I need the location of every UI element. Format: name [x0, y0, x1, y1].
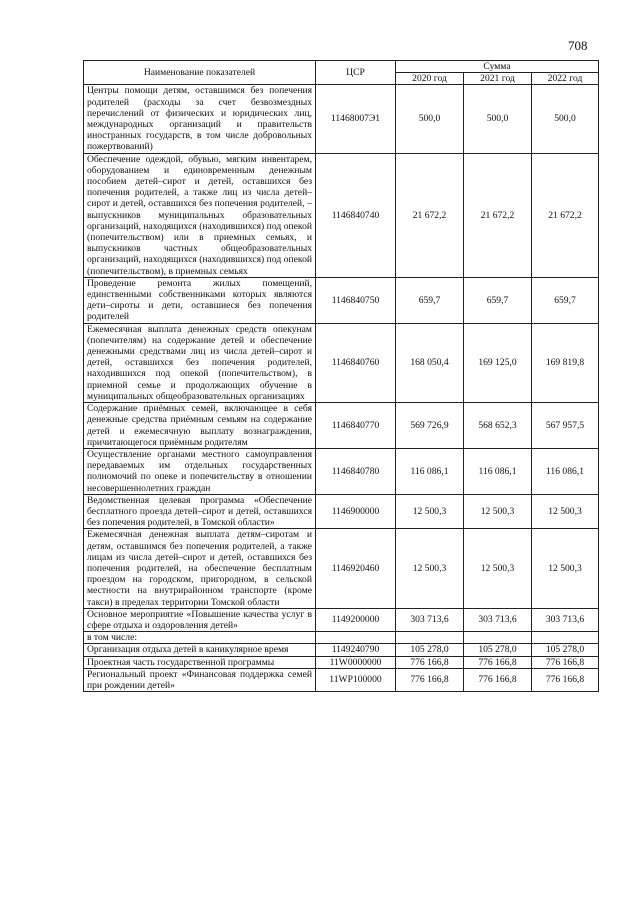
row-name: Проведение ремонта жилых помещений, единственными собственниками которых являются дети–сироты и дети, оставшиеся без попечения родителей [84, 277, 316, 323]
row-name: в том числе: [84, 632, 316, 644]
table-row [84, 608, 599, 631]
table-row [84, 323, 599, 402]
row-name: Организация отдыха детей в каникулярное время [84, 644, 316, 656]
row-csr: 1146840760 [316, 323, 396, 402]
table-row [84, 494, 599, 529]
row-csr: 1146840750 [316, 277, 396, 323]
table-row [84, 632, 599, 644]
row-value-2022: 116 086,1 [532, 448, 599, 494]
row-value-2021: 659,7 [464, 277, 532, 323]
table-row [84, 85, 599, 153]
row-value-2022: 169 819,8 [532, 323, 599, 402]
row-csr: 1146900000 [316, 494, 396, 529]
row-name: Основное мероприятие «Повышение качества услуг в сфере отдыха и оздоровления детей» [84, 608, 316, 631]
row-csr: 1146840740 [316, 153, 396, 277]
table-row [84, 448, 599, 494]
row-value-2021: 776 166,8 [464, 668, 532, 691]
row-value-2020: 12 500,3 [396, 529, 464, 608]
column-header-name: Наименование показателей [84, 61, 316, 85]
row-value-2022: 776 166,8 [532, 656, 599, 668]
row-value-2020: 12 500,3 [396, 494, 464, 529]
row-value-2020: 303 713,6 [396, 608, 464, 631]
row-name: Проектная часть государственной программы [84, 656, 316, 668]
row-value-2022: 303 713,6 [532, 608, 599, 631]
row-value-2021: 169 125,0 [464, 323, 532, 402]
row-value-2022: 105 278,0 [532, 644, 599, 656]
row-value-2020 [396, 632, 464, 644]
column-header-sum: Сумма [396, 61, 599, 73]
row-value-2021: 776 166,8 [464, 656, 532, 668]
row-value-2021: 12 500,3 [464, 494, 532, 529]
column-header-year-2020: 2020 год [396, 73, 464, 85]
row-value-2022: 659,7 [532, 277, 599, 323]
row-csr: 11468007Э1 [316, 85, 396, 153]
table-row [84, 153, 599, 277]
row-csr: 1149200000 [316, 608, 396, 631]
row-value-2021 [464, 632, 532, 644]
column-header-year-2021: 2021 год [464, 73, 532, 85]
row-value-2021: 116 086,1 [464, 448, 532, 494]
row-name: Ведомственная целевая программа «Обеспечение бесплатного проезда детей–сирот и детей, оставшихся без попечения родителей, в Томской области» [84, 494, 316, 529]
row-value-2020: 168 050,4 [396, 323, 464, 402]
row-name: Содержание приёмных семей, включающее в себя денежные средства приёмным семьям на содержание детей и ежемесячную выплату вознаграждения, причитающегося приёмным родителям [84, 403, 316, 449]
row-value-2020: 500,0 [396, 85, 464, 153]
row-name: Ежемесячная выплата денежных средств опекунам (попечителям) на содержание детей и обеспечение денежными средствами лиц из числа детей–сирот и детей, оставшихся без попечения родителей, находившихся под опекой (попечительством), в приемной семье и продолжающих обучение в муниципальных общеобразовательных организациях [84, 323, 316, 402]
row-name: Ежемесячная денежная выплата детям–сиротам и детям, оставшимся без попечения родителей, а также лицам из числа детей–сирот и детей, оставшихся без попечения родителей, на обеспечение бесплатным проездом на городском, пригородном, в сельской местности на внутрирайонном транспорте (кроме такси) в пределах территории Томской области [84, 529, 316, 608]
row-csr: 11WP100000 [316, 668, 396, 691]
row-value-2021: 21 672,2 [464, 153, 532, 277]
table-row [84, 403, 599, 449]
row-value-2022: 776 166,8 [532, 668, 599, 691]
row-name: Обеспечение одеждой, обувью, мягким инвентарем, оборудованием и единовременным денежным пособием детей–сирот и детей, оставшихся без попечения родителей, а также лиц из числа детей–сирот и детей, оставшихся без попечения родителей, – выпускников муниципальных образовательных организаций, находящихся (находившихся) под опекой (попечительством) или в приемных семьях, и выпускников частных общеобразовательных организаций, находящихся (находившихся) под опекой (попечительством), в приемных семьях [84, 153, 316, 277]
row-value-2021: 500,0 [464, 85, 532, 153]
row-csr [316, 632, 396, 644]
table-row [84, 644, 599, 656]
table-row [84, 656, 599, 668]
row-value-2022: 567 957,5 [532, 403, 599, 449]
table-row [84, 668, 599, 691]
row-csr: 1149240790 [316, 644, 396, 656]
column-header-csr: ЦСР [316, 61, 396, 85]
row-value-2020: 659,7 [396, 277, 464, 323]
budget-table [83, 60, 599, 692]
row-value-2022: 12 500,3 [532, 529, 599, 608]
row-name: Центры помощи детям, оставшимся без попечения родителей (расходы за счет безвозмездных перечислений от физических и юридических лиц, международных организаций и правительств иностранных государств, в том числе добровольных пожертвований) [84, 85, 316, 153]
row-csr: 1146840780 [316, 448, 396, 494]
row-csr: 11W0000000 [316, 656, 396, 668]
row-value-2020: 776 166,8 [396, 656, 464, 668]
column-header-year-2022: 2022 год [532, 73, 599, 85]
table-row [84, 277, 599, 323]
page-number: 708 [568, 38, 588, 53]
row-value-2020: 569 726,9 [396, 403, 464, 449]
row-value-2021: 568 652,3 [464, 403, 532, 449]
row-name: Региональный проект «Финансовая поддержка семей при рождении детей» [84, 668, 316, 691]
row-value-2022: 21 672,2 [532, 153, 599, 277]
row-value-2020: 105 278,0 [396, 644, 464, 656]
row-value-2022: 12 500,3 [532, 494, 599, 529]
row-value-2020: 116 086,1 [396, 448, 464, 494]
table-row [84, 529, 599, 608]
row-csr: 1146920460 [316, 529, 396, 608]
row-value-2021: 303 713,6 [464, 608, 532, 631]
row-value-2021: 12 500,3 [464, 529, 532, 608]
row-value-2020: 21 672,2 [396, 153, 464, 277]
row-value-2022 [532, 632, 599, 644]
row-value-2022: 500,0 [532, 85, 599, 153]
row-name: Осуществление органами местного самоуправления передаваемых им отдельных государственных полномочий по опеке и попечительству в отношении несовершеннолетних граждан [84, 448, 316, 494]
row-value-2021: 105 278,0 [464, 644, 532, 656]
row-value-2020: 776 166,8 [396, 668, 464, 691]
row-csr: 1146840770 [316, 403, 396, 449]
header-row [84, 61, 599, 73]
